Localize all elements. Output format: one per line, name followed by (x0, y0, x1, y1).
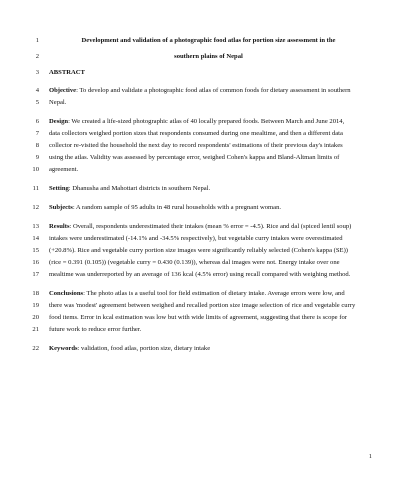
design-line (0, 116, 404, 128)
body-text: there was 'modest' agreement between weighed and recalled portion size image selection of rice and vegetable curry (49, 302, 356, 309)
keywords-paragraph (49, 343, 210, 355)
body-text: (+20.8%). Rice and vegetable curry portion size images were significantly reliably selected (Cohen's kappa (SE)) (49, 247, 348, 254)
title-text: Development and validation of a photographic food atlas for portion size assessment in the (81, 37, 336, 44)
line-number: 11 (32, 185, 39, 192)
line-number: 5 (35, 99, 39, 106)
line-number: 7 (35, 130, 39, 137)
setting-text: : Dhanusha and Mahottari districts in southern Nepal. (68, 185, 211, 192)
subjects-label: Subjects (49, 204, 73, 211)
setting-label: Setting (49, 185, 69, 192)
abstract-heading: ABSTRACT (49, 69, 85, 76)
line-number: 14 (32, 235, 39, 242)
line-number: 4 (35, 87, 39, 94)
line-number: 22 (32, 345, 39, 352)
design-text: : We created a life-sized photographic atlas of 40 locally prepared foods. Between March and June 2014, (68, 118, 345, 125)
keywords-line (0, 343, 404, 355)
abstract-heading-line (0, 67, 404, 79)
body-text: data collectors weighed portion sizes that respondents consumed during one mealtime, and then a different data (49, 130, 343, 137)
page-number: 1 (368, 453, 372, 460)
line-number: 17 (32, 271, 39, 278)
results-paragraph (49, 221, 351, 233)
body-line-10 (0, 164, 404, 176)
body-line-15 (0, 245, 404, 257)
body-text: (rice = 0.391 (0.105)) (vegetable curry = 0.430 (0.139)), whereas dal images were not. Energy intake over one (49, 259, 340, 266)
line-number: 20 (32, 314, 39, 321)
line-number: 8 (35, 142, 39, 149)
subjects-line (0, 202, 404, 214)
subjects-text: : A random sample of 95 adults in 48 rural households with a pregnant woman. (72, 204, 282, 211)
line-number: 12 (32, 204, 39, 211)
line-number: 19 (32, 302, 39, 309)
body-line-20 (0, 312, 404, 324)
body-line-21 (0, 324, 404, 336)
title-text: southern plains of Nepal (174, 53, 243, 60)
objective-line (0, 85, 404, 97)
body-line-7 (0, 128, 404, 140)
objective-paragraph (49, 85, 351, 97)
line-number: 2 (35, 53, 39, 60)
conclusions-paragraph (49, 288, 345, 300)
body-line-9 (0, 152, 404, 164)
body-line-17 (0, 269, 404, 281)
results-label: Results (49, 223, 70, 230)
line-number: 18 (32, 290, 39, 297)
conclusions-text: : The photo atlas is a useful tool for field estimation of dietary intake. Average errors were low, and (83, 290, 345, 297)
line-number: 1 (35, 37, 39, 44)
subjects-paragraph (49, 202, 281, 214)
line-number: 9 (35, 154, 39, 161)
setting-paragraph (49, 183, 210, 195)
conclusions-line (0, 288, 404, 300)
keywords-text: : validation, food atlas, portion size, dietary intake (77, 345, 211, 352)
setting-line (0, 183, 404, 195)
body-text: using the atlas. Validity was assessed by percentage error, weighed Cohen's kappa and Bland-Altman limits of (49, 154, 340, 161)
results-line (0, 221, 404, 233)
results-text: : Overall, respondents underestimated their intakes (mean % error = -4.5). Rice and dal (spiced lentil soup) (69, 223, 352, 230)
line-number: 10 (32, 166, 39, 173)
body-text: collector re-visited the household the next day to record respondents' estimations of their previous day's intakes (49, 142, 343, 149)
line-number: 21 (32, 326, 39, 333)
keywords-label: Keywords (49, 345, 78, 352)
line-number: 6 (35, 118, 39, 125)
body-line-8 (0, 140, 404, 152)
objective-label: Objective (49, 87, 77, 94)
objective-line-2 (0, 97, 404, 109)
title-line-1 (0, 35, 404, 47)
objective-text: : To develop and validate a photographic food atlas of common foods for dietary assessment in southern (76, 87, 351, 94)
body-text: intakes were underestimated (-14.1% and -34.5% respectively), but vegetable curry intakes were overestimated (49, 235, 343, 242)
design-paragraph (49, 116, 344, 128)
line-number: 16 (32, 259, 39, 266)
body-text: Nepal. (49, 99, 67, 106)
line-number: 15 (32, 247, 39, 254)
title-line-2 (0, 51, 404, 63)
line-number: 13 (32, 223, 39, 230)
conclusions-label: Conclusions (49, 290, 84, 297)
body-text: mealtime was underreported by an average of 136 kcal (4.5% error) using recall compared with weighing method. (49, 271, 351, 278)
body-text: future work to reduce error further. (49, 326, 142, 333)
line-number: 3 (35, 69, 39, 76)
body-line-14 (0, 233, 404, 245)
body-text: food items. Error in kcal estimation was low but with wide limits of agreement, suggesting that there is scope for (49, 314, 347, 321)
design-label: Design (49, 118, 69, 125)
body-line-19 (0, 300, 404, 312)
body-line-16 (0, 257, 404, 269)
body-text: agreement. (49, 166, 79, 173)
